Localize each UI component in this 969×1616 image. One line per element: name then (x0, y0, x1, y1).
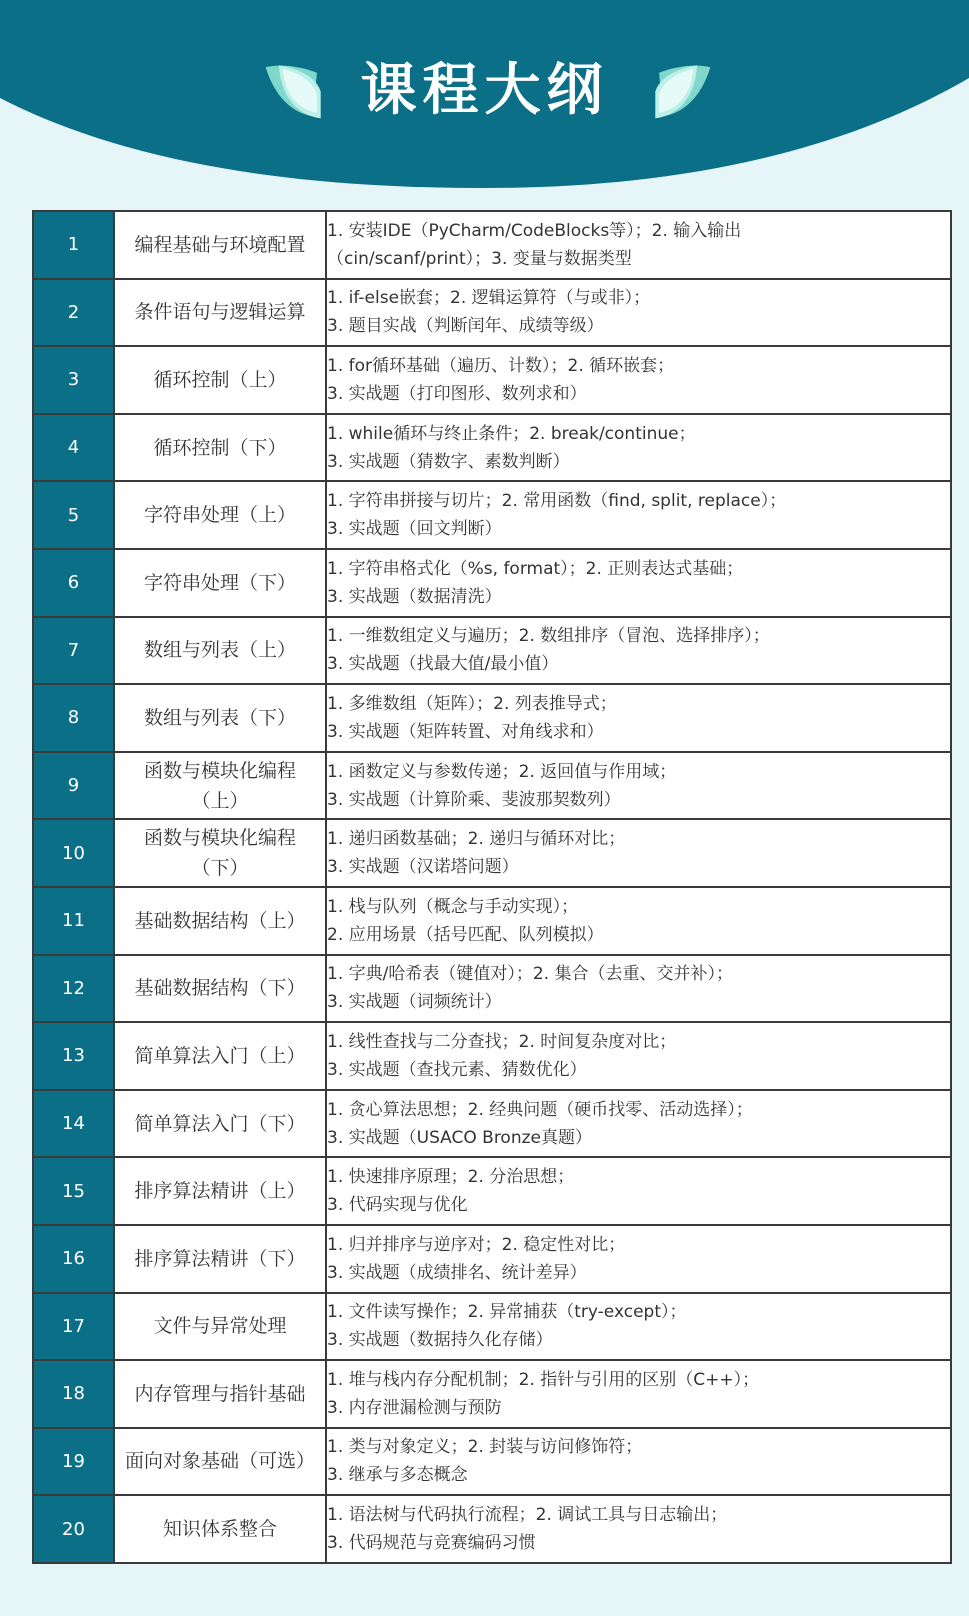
lesson-title-line: 函数与模块化编程 (143, 759, 296, 782)
lesson-content-line: 3. 实战题（USACO Bronze真题） (327, 1127, 592, 1148)
lesson-content (326, 1495, 951, 1563)
lesson-content-line: 1. 字符串拼接与切片；2. 常用函数（find, split, replace）； (327, 491, 787, 512)
lesson-content (326, 955, 951, 1023)
lesson-row (33, 1157, 951, 1225)
lesson-content-line: 3. 代码实现与优化 (327, 1195, 468, 1216)
lesson-content-line: 1. 线性查找与二分查找；2. 时间复杂度对比； (327, 1031, 677, 1052)
lesson-number: 19 (33, 1428, 114, 1496)
lesson-number: 8 (33, 684, 114, 752)
lesson-content-line: 1. 快速排序原理；2. 分治思想； (327, 1167, 575, 1188)
lesson-number: 4 (33, 414, 114, 482)
lesson-title (114, 1293, 326, 1361)
lesson-row (33, 1293, 951, 1361)
lesson-content (326, 887, 951, 955)
lesson-content-line: 3. 继承与多态概念 (327, 1465, 468, 1486)
lesson-title-line: 面向对象基础（可选） (124, 1450, 315, 1473)
lesson-content (326, 481, 951, 549)
lesson-title (114, 887, 326, 955)
lesson-content-line: 1. 递归函数基础；2. 递归与循环对比； (327, 829, 626, 850)
syllabus-table (32, 210, 952, 1564)
lesson-content-line: 1. 多维数组（矩阵）；2. 列表推导式； (327, 693, 617, 714)
lesson-title (114, 279, 326, 347)
lesson-title (114, 1360, 326, 1428)
lesson-content-line: 1. 安装IDE（PyCharm/CodeBlocks等）；2. 输入输出 (327, 220, 742, 241)
lesson-row (33, 1495, 951, 1563)
lesson-number: 17 (33, 1293, 114, 1361)
lesson-row (33, 279, 951, 347)
lesson-title-line: 排序算法精讲（下） (134, 1247, 306, 1270)
lesson-row (33, 346, 951, 414)
lesson-row (33, 752, 951, 820)
lesson-title-line: 循环控制（上） (153, 368, 287, 391)
lesson-content-line: 1. 一维数组定义与遍历；2. 数组排序（冒泡、选择排序）； (327, 626, 770, 647)
lesson-content-line: 1. 栈与队列（概念与手动实现）； (327, 896, 579, 917)
lesson-content-line: （cin/scanf/print）；3. 变量与数据类型 (327, 248, 632, 269)
lesson-content (326, 819, 951, 887)
lesson-row (33, 1090, 951, 1158)
lesson-title (114, 1157, 326, 1225)
lesson-title-line: （上） (191, 789, 249, 812)
lesson-content-line: 1. 堆与栈内存分配机制；2. 指针与引用的区别（C++）； (327, 1369, 760, 1390)
lesson-title (114, 346, 326, 414)
lesson-row (33, 481, 951, 549)
lesson-title (114, 1090, 326, 1158)
lesson-content (326, 1225, 951, 1293)
lesson-number: 12 (33, 955, 114, 1023)
lesson-row (33, 1022, 951, 1090)
lesson-title-line: 字符串处理（下） (143, 571, 296, 594)
lesson-title-line: 文件与异常处理 (153, 1315, 287, 1338)
lesson-title-line: 编程基础与环境配置 (134, 233, 306, 256)
lesson-title-line: 数组与列表（下） (143, 706, 296, 729)
lesson-content-line: 1. 语法树与代码执行流程；2. 调试工具与日志输出； (327, 1505, 728, 1526)
lesson-row (33, 887, 951, 955)
lesson-title-line: 基础数据结构（下） (134, 977, 306, 1000)
lesson-title (114, 549, 326, 617)
lesson-title-line: 知识体系整合 (162, 1518, 277, 1541)
lesson-title (114, 819, 326, 887)
lesson-title (114, 617, 326, 685)
lesson-title (114, 955, 326, 1023)
lesson-number: 13 (33, 1022, 114, 1090)
lesson-title-line: （下） (191, 857, 249, 880)
lesson-title (114, 1022, 326, 1090)
lesson-content-line: 1. while循环与终止条件；2. break/continue； (327, 423, 696, 444)
lesson-title (114, 1495, 326, 1563)
lesson-content-line: 3. 实战题（数据持久化存储） (327, 1330, 553, 1351)
lesson-title (114, 752, 326, 820)
lesson-content-line: 3. 实战题（计算阶乘、斐波那契数列） (327, 789, 621, 810)
lesson-content (326, 617, 951, 685)
lesson-number: 10 (33, 819, 114, 887)
lesson-row (33, 1225, 951, 1293)
lesson-row (33, 1428, 951, 1496)
lesson-number: 11 (33, 887, 114, 955)
lesson-content-line: 1. 字符串格式化（%s, format）；2. 正则表达式基础； (327, 558, 744, 579)
lesson-content-line: 3. 实战题（矩阵转置、对角线求和） (327, 721, 604, 742)
lesson-row (33, 955, 951, 1023)
lesson-content (326, 1293, 951, 1361)
lesson-content (326, 1428, 951, 1496)
lesson-content-line: 1. if-else嵌套；2. 逻辑运算符（与或非）； (327, 288, 651, 309)
lesson-row (33, 819, 951, 887)
lesson-row (33, 549, 951, 617)
lesson-content (326, 1157, 951, 1225)
lesson-title-line: 简单算法入门（上） (134, 1044, 306, 1067)
lesson-content-line: 3. 实战题（回文判断） (327, 519, 502, 540)
lesson-title (114, 211, 326, 279)
lesson-content-line: 1. 归并排序与逆序对；2. 稳定性对比； (327, 1234, 626, 1255)
lesson-content-line: 3. 实战题（汉诺塔问题） (327, 857, 519, 878)
page-title: 课程大纲 (360, 58, 609, 123)
lesson-content-line: 3. 实战题（找最大值/最小值） (327, 654, 559, 675)
lesson-content-line: 3. 实战题（猜数字、素数判断） (327, 451, 570, 472)
lesson-title (114, 684, 326, 752)
lesson-content-line: 3. 内存泄漏检测与预防 (327, 1397, 502, 1418)
lesson-number: 3 (33, 346, 114, 414)
lesson-number: 6 (33, 549, 114, 617)
lesson-content-line: 3. 实战题（查找元素、猜数优化） (327, 1059, 587, 1080)
lesson-number: 1 (33, 211, 114, 279)
lesson-title-line: 排序算法精讲（上） (134, 1180, 306, 1203)
lesson-title-line: 循环控制（下） (153, 436, 287, 459)
lesson-content (326, 1090, 951, 1158)
lesson-content-line: 3. 实战题（词频统计） (327, 992, 502, 1013)
lesson-content-line: 3. 实战题（打印图形、数列求和） (327, 383, 587, 404)
lesson-title-line: 简单算法入门（下） (134, 1112, 306, 1135)
lesson-content (326, 1022, 951, 1090)
lesson-number: 20 (33, 1495, 114, 1563)
lesson-number: 2 (33, 279, 114, 347)
lesson-row (33, 617, 951, 685)
lesson-content (326, 414, 951, 482)
lesson-content-line: 1. 字典/哈希表（键值对）；2. 集合（去重、交并补）； (327, 964, 733, 985)
lesson-number: 16 (33, 1225, 114, 1293)
lesson-content-line: 1. 文件读写操作；2. 异常捕获（try-except）； (327, 1302, 687, 1323)
lesson-number: 5 (33, 481, 114, 549)
lesson-content (326, 346, 951, 414)
lesson-row (33, 1360, 951, 1428)
lesson-title (114, 481, 326, 549)
lesson-title-line: 数组与列表（上） (143, 639, 296, 662)
lesson-content (326, 1360, 951, 1428)
lesson-content (326, 211, 951, 279)
lesson-title (114, 414, 326, 482)
lesson-number: 18 (33, 1360, 114, 1428)
lesson-number: 9 (33, 752, 114, 820)
lesson-content-line: 3. 实战题（数据清洗） (327, 586, 502, 607)
lesson-row (33, 211, 951, 279)
lesson-content (326, 752, 951, 820)
lesson-content-line: 1. for循环基础（遍历、计数）；2. 循环嵌套； (327, 355, 675, 376)
lesson-content-line: 1. 类与对象定义；2. 封装与访问修饰符； (327, 1437, 643, 1458)
lesson-content (326, 549, 951, 617)
lesson-title-line: 条件语句与逻辑运算 (134, 301, 306, 324)
lesson-content-line: 3. 代码规范与竞赛编码习惯 (327, 1533, 536, 1554)
lesson-title-line: 内存管理与指针基础 (134, 1382, 306, 1405)
lesson-number: 7 (33, 617, 114, 685)
lesson-content-line: 2. 应用场景（括号匹配、队列模拟） (327, 924, 604, 945)
lesson-number: 15 (33, 1157, 114, 1225)
lesson-content (326, 684, 951, 752)
lesson-title-line: 基础数据结构（上） (134, 909, 306, 932)
lesson-content-line: 3. 题目实战（判断闰年、成绩等级） (327, 316, 604, 337)
lesson-title (114, 1428, 326, 1496)
lesson-title (114, 1225, 326, 1293)
lesson-row (33, 684, 951, 752)
lesson-content (326, 279, 951, 347)
lesson-number: 14 (33, 1090, 114, 1158)
lesson-content-line: 3. 实战题（成绩排名、统计差异） (327, 1262, 587, 1283)
lesson-title-line: 函数与模块化编程 (143, 827, 296, 850)
lesson-content-line: 1. 函数定义与参数传递；2. 返回值与作用域； (327, 761, 677, 782)
lesson-title-line: 字符串处理（上） (143, 504, 296, 527)
lesson-content-line: 1. 贪心算法思想；2. 经典问题（硬币找零、活动选择）； (327, 1099, 753, 1120)
lesson-row (33, 414, 951, 482)
